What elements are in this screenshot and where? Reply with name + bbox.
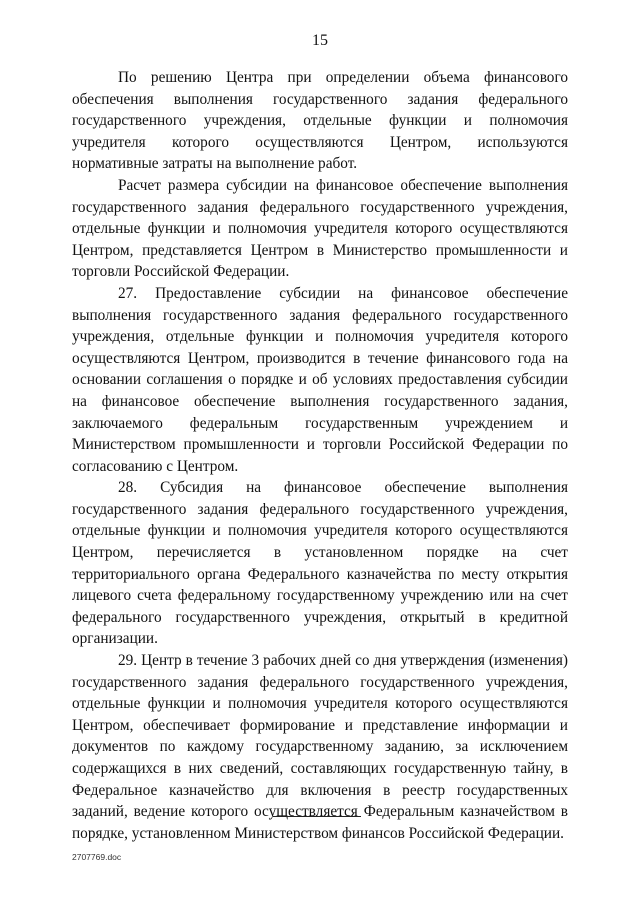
paragraph-normative-costs: По решению Центра при определении объема финансового обеспечения выполнения государственного задания федерального государственного учреждения, отдельные функции и полномочия учредителя которого осуществляются Центром, используются нормативные затраты на выполнение работ. <box>72 69 568 173</box>
end-of-text-divider <box>273 816 361 817</box>
file-code-footer: 2707769.doc <box>72 852 122 862</box>
paragraph-29: 29. Центр в течение 3 рабочих дней со дня утверждения (изменения) государственного задания федерального государственного учреждения, отдельные функции и полномочия учредителя которого осуществляются Центром, обеспечивает формирование и представление информации и документов по каждому государственному заданию, за исключением содержащихся в них сведений, составляющих государственную тайну, в Федеральное казначейство для включения в реестр государственных заданий, ведение которого осуществляется Федеральным казначейством в порядке, установленном Министерством финансов Российской Федерации. <box>72 652 568 842</box>
paragraph-subsidy-calculation: Расчет размера субсидии на финансовое обеспечение выполнения государственного задания федерального государственного учреждения, отдельные функции и полномочия учредителя которого осуществляются Центром, представляется Центром в Министерство промышленности и торговли Российской Федерации. <box>72 176 568 281</box>
paragraph-28: 28. Субсидия на финансовое обеспечение выполнения государственного задания федерального государственного учреждения, отдельные функции и полномочия учредителя которого осуществляются Центром, перечисляется в установленном порядке на счет территориального органа Федерального казначейства по месту открытия лицевого счета федеральному государственному учреждению или на счет федерального государственного учреждения, открытый в кредитной организации. <box>72 479 568 648</box>
paragraph-27: 27. Предоставление субсидии на финансовое обеспечение выполнения государственного задания федерального государственного учреждения, отдельные функции и полномочия учредителя которого осуществляются Центром, производится в течение финансового года на основании соглашения о порядке и об условиях предоставления субсидии на финансовое обеспечение выполнения государственного задания, заключаемого федеральным государственным учреждением и Министерством промышленности и торговли Российской Федерации по согласованию с Центром. <box>72 284 568 475</box>
page-number: 15 <box>312 32 328 49</box>
document-body <box>72 67 568 844</box>
